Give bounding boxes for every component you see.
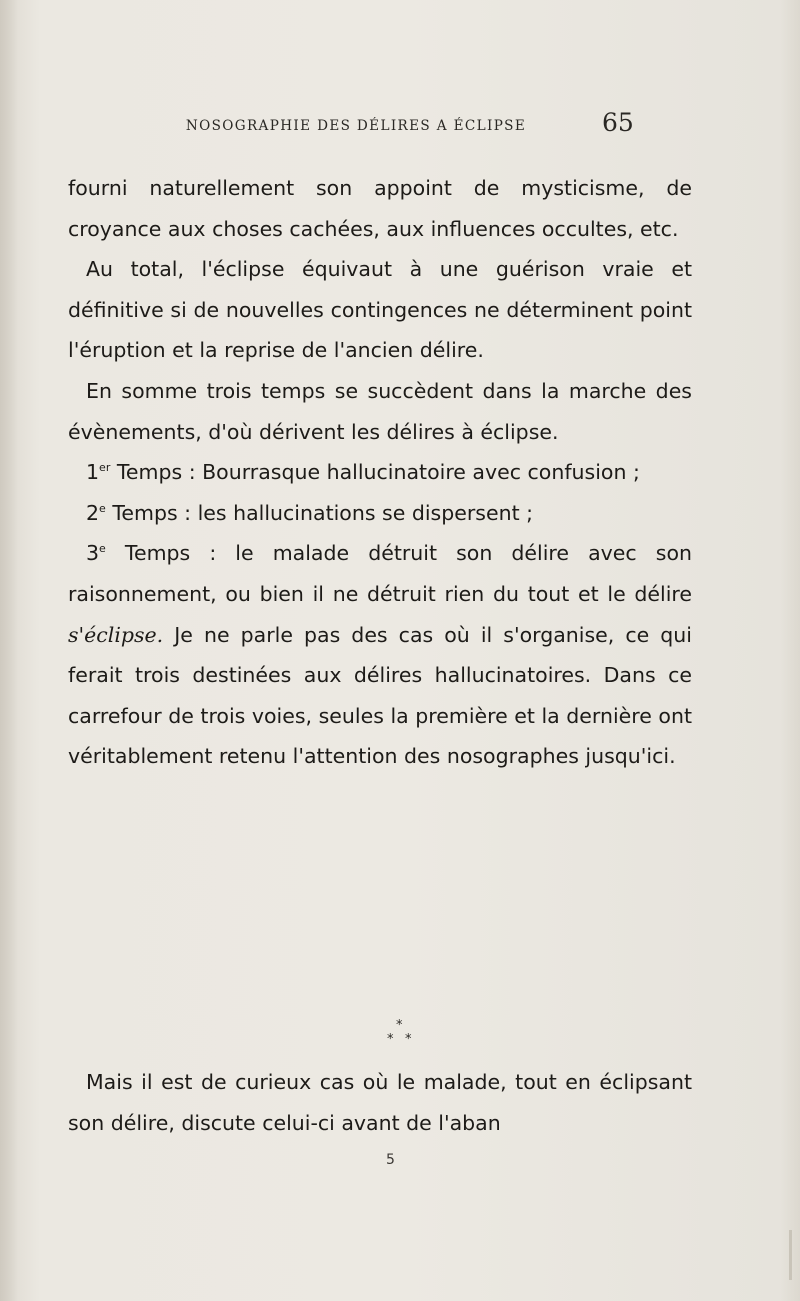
running-title: NOSOGRAPHIE DES DÉLIRES A ÉCLIPSE xyxy=(185,118,527,134)
list-item-1 xyxy=(68,452,692,493)
item-3-number: 3 xyxy=(86,541,100,566)
binding-edge xyxy=(0,0,18,1301)
item-1-number: 1 xyxy=(86,460,100,485)
paragraph-4: Mais il est de curieux cas où le malade, tout en éclipsant son délire, discute celui-ci avant de l'aban xyxy=(68,1070,692,1135)
page-number: 65 xyxy=(602,108,634,137)
asterism-star-left: * xyxy=(387,1032,394,1047)
item-2-ordinal: e xyxy=(99,501,106,515)
paragraph-2: Au total, l'éclipse équivaut à une guérison vraie et définitive si de nouvelles contingences ne déterminent point l'éruption et la reprise de l'ancien délire. xyxy=(68,257,692,363)
signature-mark: 5 xyxy=(386,1152,395,1168)
item-3-ordinal: e xyxy=(99,542,106,556)
page-edge-shadow xyxy=(789,1230,792,1280)
item-3-emphasis: s'éclipse. xyxy=(68,622,164,647)
paragraph-1: fourni naturellement son appoint de mysticisme, de croyance aux choses cachées, aux influences occultes, etc. xyxy=(68,176,692,241)
asterism-star-top: * xyxy=(396,1018,403,1033)
page-header xyxy=(0,108,800,152)
item-1-ordinal: er xyxy=(99,461,111,475)
item-3-text-continued: Je ne parle pas des cas où il s'organise, ce qui ferait trois destinées aux délires hallucinatoires. Dans ce carrefour de trois voies, seules la première et la dernière ont véritablement retenu l'attention des nosographes jusqu'ici. xyxy=(68,622,692,769)
item-2-number: 2 xyxy=(86,500,100,525)
item-2-text: Temps : les hallucinations se dispersent ; xyxy=(105,500,534,525)
asterism xyxy=(0,1018,800,1058)
main-text xyxy=(68,168,692,777)
item-1-text: Temps : Bourrasque hallucinatoire avec confusion ; xyxy=(110,460,640,485)
paragraph-3: En somme trois temps se succèdent dans la marche des évènements, d'où dérivent les délires à éclipse. xyxy=(68,378,692,444)
list-item-3 xyxy=(68,533,692,777)
continuation-text xyxy=(68,1062,692,1143)
asterism-star-right: * xyxy=(405,1032,412,1047)
list-item-2 xyxy=(68,493,692,534)
item-3-text: Temps : le malade détruit son délire avec son raisonnement, ou bien il ne détruit rien du tout et le délire xyxy=(68,541,692,606)
